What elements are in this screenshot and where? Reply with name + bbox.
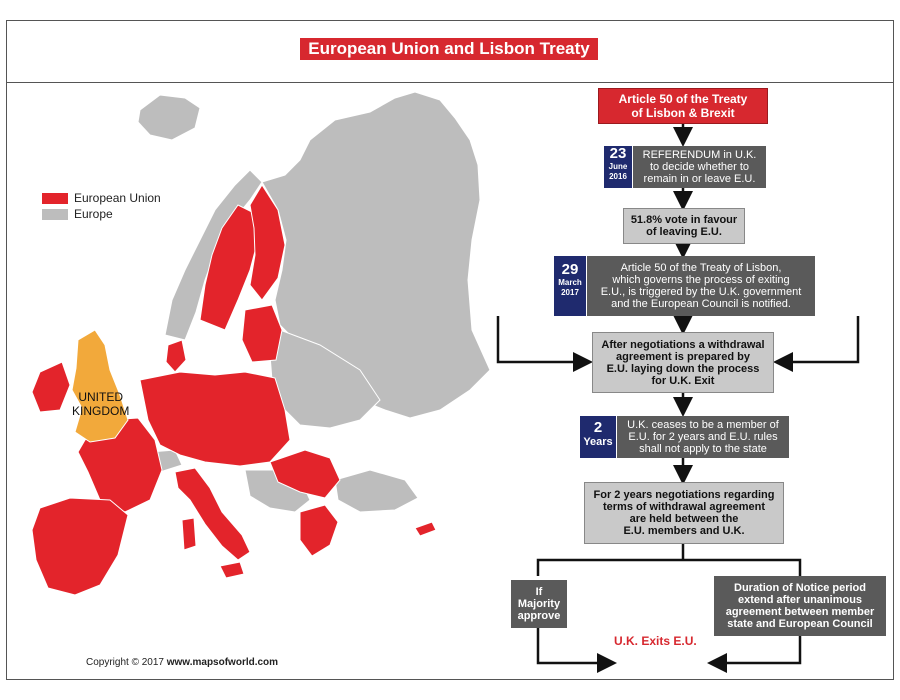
referendum-month: June — [608, 162, 628, 171]
legend-label-eu: European Union — [74, 191, 161, 205]
article50-box — [587, 256, 815, 316]
membership-line1: U.K. ceases to be a member of — [627, 419, 779, 431]
vote-line1: 51.8% vote in favour — [630, 214, 738, 226]
uk-label-line1: UNITED — [78, 390, 123, 404]
terms-line1: For 2 years negotiations regarding — [593, 489, 775, 501]
article50-line1: Article 50 of the Treaty of Lisbon, — [620, 262, 782, 274]
terms-line2: terms of withdrawal agreement — [603, 501, 765, 513]
article50-line3: E.U., is triggered by the U.K. government — [600, 286, 802, 298]
referendum-box — [633, 146, 766, 188]
membership-line2: E.U. for 2 years and E.U. rules — [628, 431, 778, 443]
article50-date-badge — [554, 256, 586, 316]
arrow-right-loop — [778, 316, 858, 362]
page-title: European Union and Lisbon Treaty — [300, 38, 598, 60]
majority-line1: If — [535, 586, 543, 598]
membership-line3: shall not apply to the state — [639, 443, 767, 455]
referendum-day: 23 — [609, 145, 627, 162]
negotiation-line2: agreement is prepared by — [616, 350, 750, 363]
majority-box — [511, 580, 567, 628]
referendum-line3: remain in or leave E.U. — [643, 173, 756, 185]
copyright-prefix: Copyright © 2017 — [86, 657, 164, 668]
copyright-site: www.mapsofworld.com — [166, 657, 279, 668]
notice-box — [714, 576, 886, 636]
article50-line2: which governs the process of exiting — [612, 274, 790, 286]
terms-line4: E.U. members and U.K. — [623, 525, 745, 537]
flow-header-line2: of Lisbon & Brexit — [631, 106, 735, 120]
years-badge — [580, 416, 616, 458]
flow-header-line1: Article 50 of the Treaty — [618, 92, 748, 106]
referendum-line1: REFERENDUM in U.K. — [642, 149, 757, 161]
referendum-date-badge — [604, 146, 632, 188]
years-unit: Years — [583, 436, 613, 448]
notice-line2: extend after unanimous — [737, 594, 863, 606]
notice-line1: Duration of Notice period — [734, 582, 866, 594]
arrow-left-loop — [498, 316, 588, 362]
article50-year: 2017 — [561, 288, 579, 297]
arrow-notice-to-exit — [712, 636, 800, 663]
vote-box — [623, 208, 745, 244]
referendum-line2: to decide whether to — [649, 161, 750, 173]
negotiation-line1: After negotiations a withdrawal — [601, 338, 765, 351]
membership-box — [617, 416, 789, 458]
legend-label-europe: Europe — [74, 207, 113, 221]
arrow-majority-to-exit — [538, 628, 612, 663]
notice-line3: agreement between member — [725, 606, 875, 618]
terms-line3: are held between the — [629, 513, 739, 525]
notice-line4: state and European Council — [727, 618, 873, 630]
article50-day: 29 — [561, 261, 579, 278]
article50-month: March — [558, 278, 582, 287]
terms-box — [584, 482, 784, 544]
negotiation-line3: E.U. laying down the process — [606, 362, 760, 375]
line-split — [538, 560, 800, 576]
article50-line4: and the European Council is notified. — [611, 298, 791, 310]
uk-exits-label: U.K. Exits E.U. — [614, 634, 697, 648]
uk-label-line2: KINGDOM — [72, 404, 130, 418]
referendum-year: 2016 — [609, 172, 627, 181]
negotiation-box — [592, 332, 774, 393]
majority-line3: approve — [517, 610, 561, 622]
negotiation-line4: for U.K. Exit — [651, 374, 715, 387]
flow-header-box — [598, 88, 768, 124]
majority-line2: Majority — [517, 598, 561, 610]
vote-line2: of leaving E.U. — [646, 226, 722, 238]
years-number: 2 — [593, 419, 603, 436]
